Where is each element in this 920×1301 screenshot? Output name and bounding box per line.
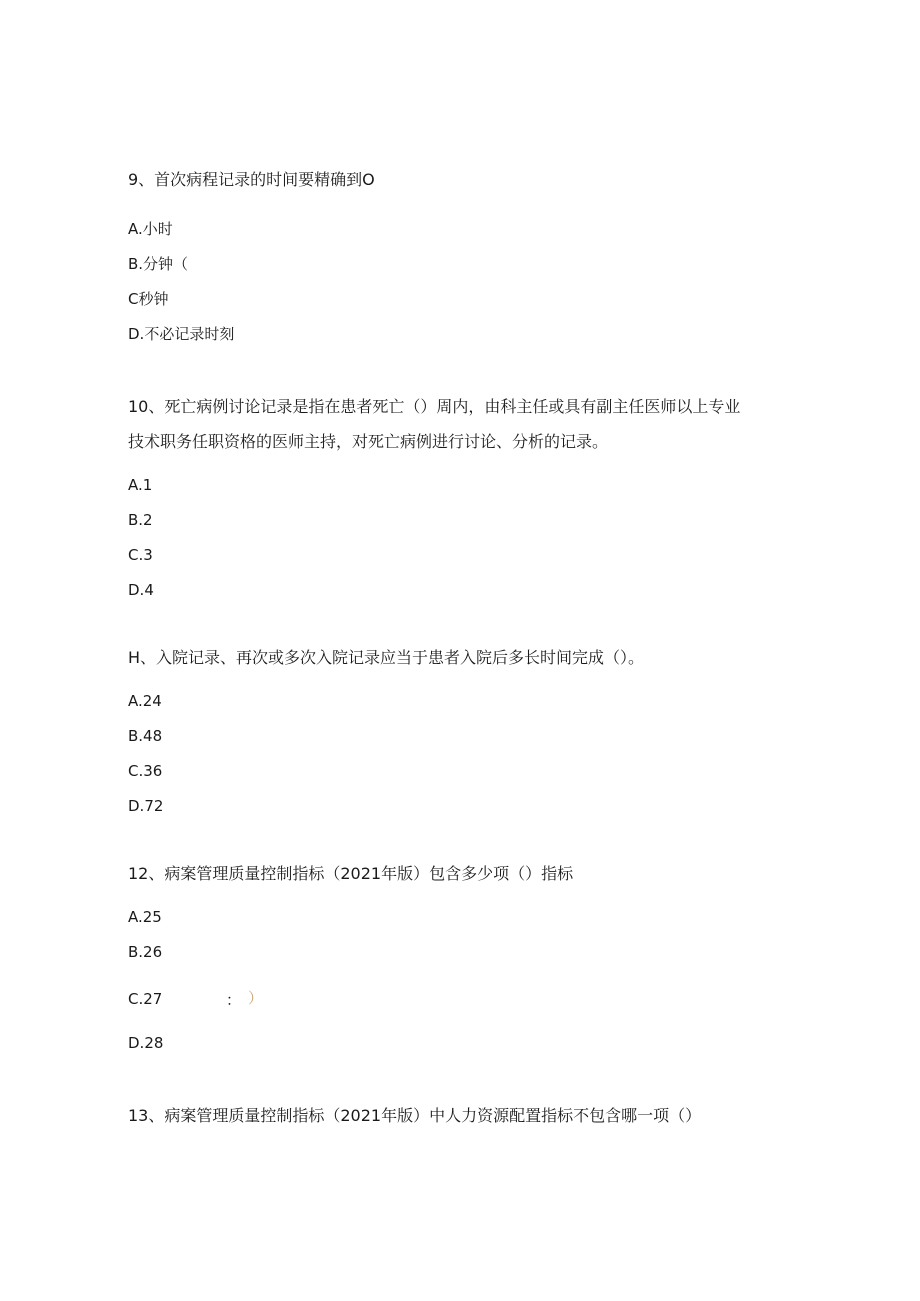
question-9-option-b: B.分钟（ — [128, 255, 189, 273]
question-12-option-b: B.26 — [128, 943, 163, 961]
question-10-option-b: B.2 — [128, 511, 153, 529]
question-9-option-c: C秒钟 — [128, 290, 169, 308]
question-10-option-a: A.1 — [128, 476, 153, 494]
question-10-text-line2: 技术职务任职资格的医师主持，对死亡病例进行讨论、分析的记录。 — [128, 432, 609, 451]
question-13-text: 13、病案管理质量控制指标（2021年版）中人力资源配置指标不包含哪一项（） — [128, 1106, 702, 1125]
question-11-option-a: A.24 — [128, 692, 162, 710]
question-11-text: H、入院记录、再次或多次入院记录应当于患者入院后多长时间完成（）。 — [128, 648, 645, 667]
question-9-text: 9、首次病程记录的时间要精确到O — [128, 170, 375, 189]
question-10-option-d: D.4 — [128, 581, 154, 599]
question-10-text-line1: 10、死亡病例讨论记录是指在患者死亡（）周内，由科主任或具有副主任医师以上专业 — [128, 397, 741, 416]
question-12-option-c: C.27 — [128, 990, 163, 1008]
question-11-option-c: C.36 — [128, 762, 163, 780]
question-11-option-b: B.48 — [128, 727, 163, 745]
question-9-option-d: D.不必记录时刻 — [128, 325, 235, 343]
question-9-option-a: A.小时 — [128, 220, 173, 238]
question-12-option-a: A.25 — [128, 908, 162, 926]
question-12-option-d: D.28 — [128, 1034, 164, 1052]
stray-paren-mark: ） — [248, 989, 264, 1007]
stray-colon-mark: ： — [226, 991, 242, 1009]
question-11-option-d: D.72 — [128, 797, 164, 815]
question-10-option-c: C.3 — [128, 546, 153, 564]
question-12-text: 12、病案管理质量控制指标（2021年版）包含多少项（）指标 — [128, 864, 574, 883]
